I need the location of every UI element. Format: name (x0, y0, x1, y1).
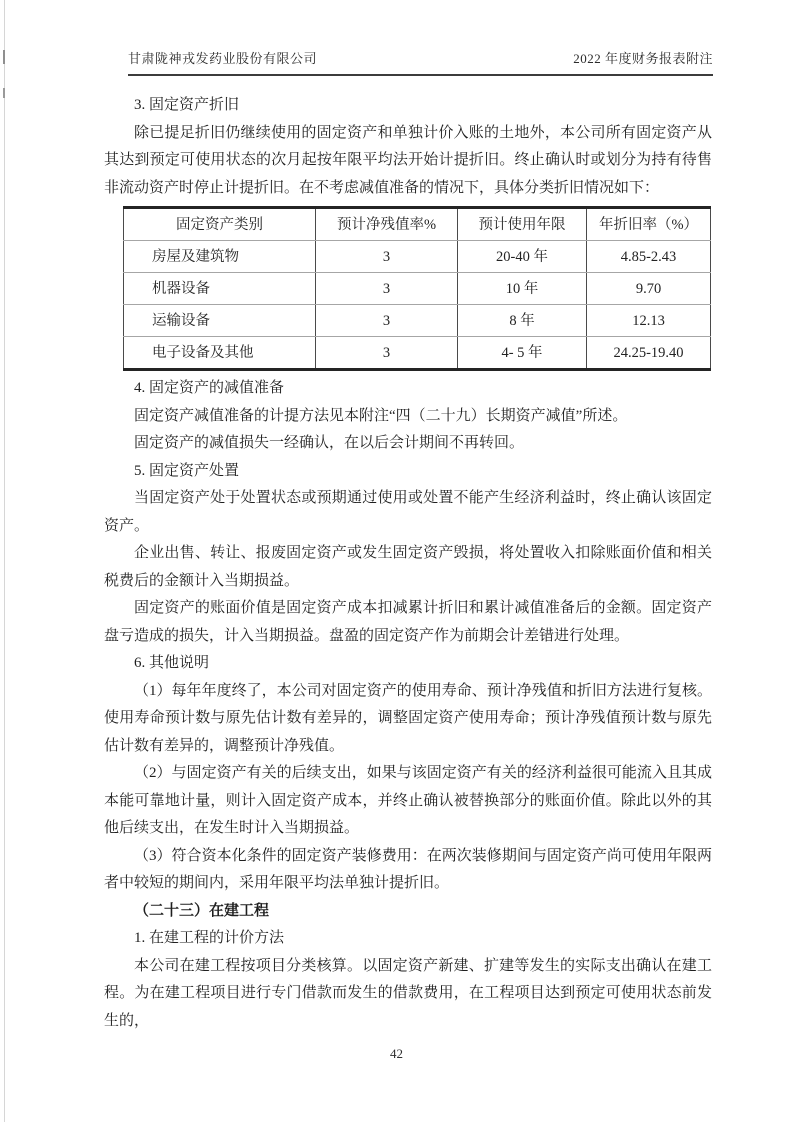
cell-asset-class: 机器设备 (124, 273, 316, 305)
scan-smudge (3, 88, 5, 98)
paragraph-impairment-method: 固定资产减值准备的计提方法见本附注“四（二十九）长期资产减值”所述。 (134, 407, 628, 424)
section-heading-other-notes: 6. 其他说明 (134, 655, 210, 671)
scan-edge-artifact (4, 0, 5, 1122)
cell-annual-rate: 24.25-19.40 (587, 337, 711, 370)
paragraph-impairment-no-reversal: 固定资产的减值损失一经确认，在以后会计期间不再转回。 (134, 435, 525, 451)
paragraph-cip-valuation: 本公司在建工程按项目分类核算。以固定资产新建、扩建等发生的实际支出确认在建工程。为在建工程项目进行专门借款而发生的借款费用，在工程项目达到预定可使用状态前发生的， (104, 957, 712, 1029)
paragraph-subsequent-expenditure: （2）与固定资产有关的后续支出，如果与该固定资产有关的经济利益很可能流入且其成本能可靠地计量，则计入固定资产成本，并终止确认被替换部分的账面价值。除此以外的其他后续支出，在发生时计入当期损益。 (104, 765, 712, 836)
cell-annual-rate: 12.13 (587, 305, 711, 337)
paragraph-depreciation-policy: 除已提足折旧仍继续使用的固定资产和单独计价入账的土地外，本公司所有固定资产从其达到预定可使用状态的次月起按年限平均法开始计提折旧。终止确认时或划分为持有待售非流动资产时停止计提折旧。在不考虑减值准备的情况下，具体分类折旧情况如下： (104, 124, 712, 196)
cell-annual-rate: 4.85-2.43 (587, 241, 711, 273)
cell-residual-rate: 3 (316, 337, 458, 370)
fixed-assets-depreciation-table (123, 206, 711, 371)
column-header-useful-life: 预计使用年限 (458, 208, 587, 241)
cell-residual-rate: 3 (316, 305, 458, 337)
table-header-row (124, 208, 711, 241)
cell-residual-rate: 3 (316, 273, 458, 305)
paragraph-disposal-proceeds: 企业出售、转让、报废固定资产或发生固定资产毁损，将处置收入扣除账面价值和相关税费后的金额计入当期损益。 (104, 545, 712, 589)
cell-asset-class: 电子设备及其他 (124, 337, 316, 370)
paragraph-disposal-derecognition: 当固定资产处于处置状态或预期通过使用或处置不能产生经济利益时，终止确认该固定资产。 (104, 490, 712, 534)
company-name: 甘肃陇神戎发药业股份有限公司 (128, 51, 318, 66)
cell-useful-life: 8 年 (458, 305, 587, 337)
section-heading-impairment: 4. 固定资产的减值准备 (134, 380, 285, 396)
scan-smudge (3, 50, 5, 64)
cell-annual-rate: 9.70 (587, 273, 711, 305)
section-heading-disposal: 5. 固定资产处置 (134, 462, 240, 479)
column-header-asset-class: 固定资产类别 (124, 208, 316, 241)
report-title: 2022 年度财务报表附注 (573, 51, 713, 66)
cell-useful-life: 20-40 年 (458, 241, 587, 273)
table-row (124, 337, 711, 370)
page-body (104, 92, 712, 1035)
table-row (124, 305, 711, 337)
page-header (128, 48, 713, 76)
section-heading-depreciation: 3. 固定资产折旧 (134, 97, 240, 113)
column-header-residual-rate: 预计净残值率% (316, 208, 458, 241)
cell-useful-life: 10 年 (458, 273, 587, 305)
table-row (124, 241, 711, 273)
page-number: 42 (390, 1046, 403, 1061)
table-row (124, 273, 711, 305)
cell-residual-rate: 3 (316, 241, 458, 273)
column-header-annual-rate: 年折旧率（%） (587, 208, 711, 241)
paragraph-annual-review: （1）每年年度终了，本公司对固定资产的使用寿命、预计净残值和折旧方法进行复核。使用寿命预计数与原先估计数有差异的，调整固定资产使用寿命；预计净残值预计数与原先估计数有差异的，调整预计净残值。 (104, 682, 712, 754)
cell-useful-life: 4- 5 年 (458, 337, 587, 370)
paragraph-renovation-cost: （3）符合资本化条件的固定资产装修费用：在两次装修期间与固定资产尚可使用年限两者中较短的期间内，采用年限平均法单独计提折旧。 (104, 847, 712, 891)
section-heading-construction-in-progress: （二十三）在建工程 (134, 902, 270, 919)
subsection-heading-cip-valuation: 1. 在建工程的计价方法 (134, 930, 285, 946)
cell-asset-class: 房屋及建筑物 (124, 241, 316, 273)
paragraph-carrying-amount: 固定资产的账面价值是固定资产成本扣减累计折旧和累计减值准备后的金额。固定资产盘亏造成的损失，计入当期损益。盘盈的固定资产作为前期会计差错进行处理。 (104, 600, 712, 644)
cell-asset-class: 运输设备 (124, 305, 316, 337)
